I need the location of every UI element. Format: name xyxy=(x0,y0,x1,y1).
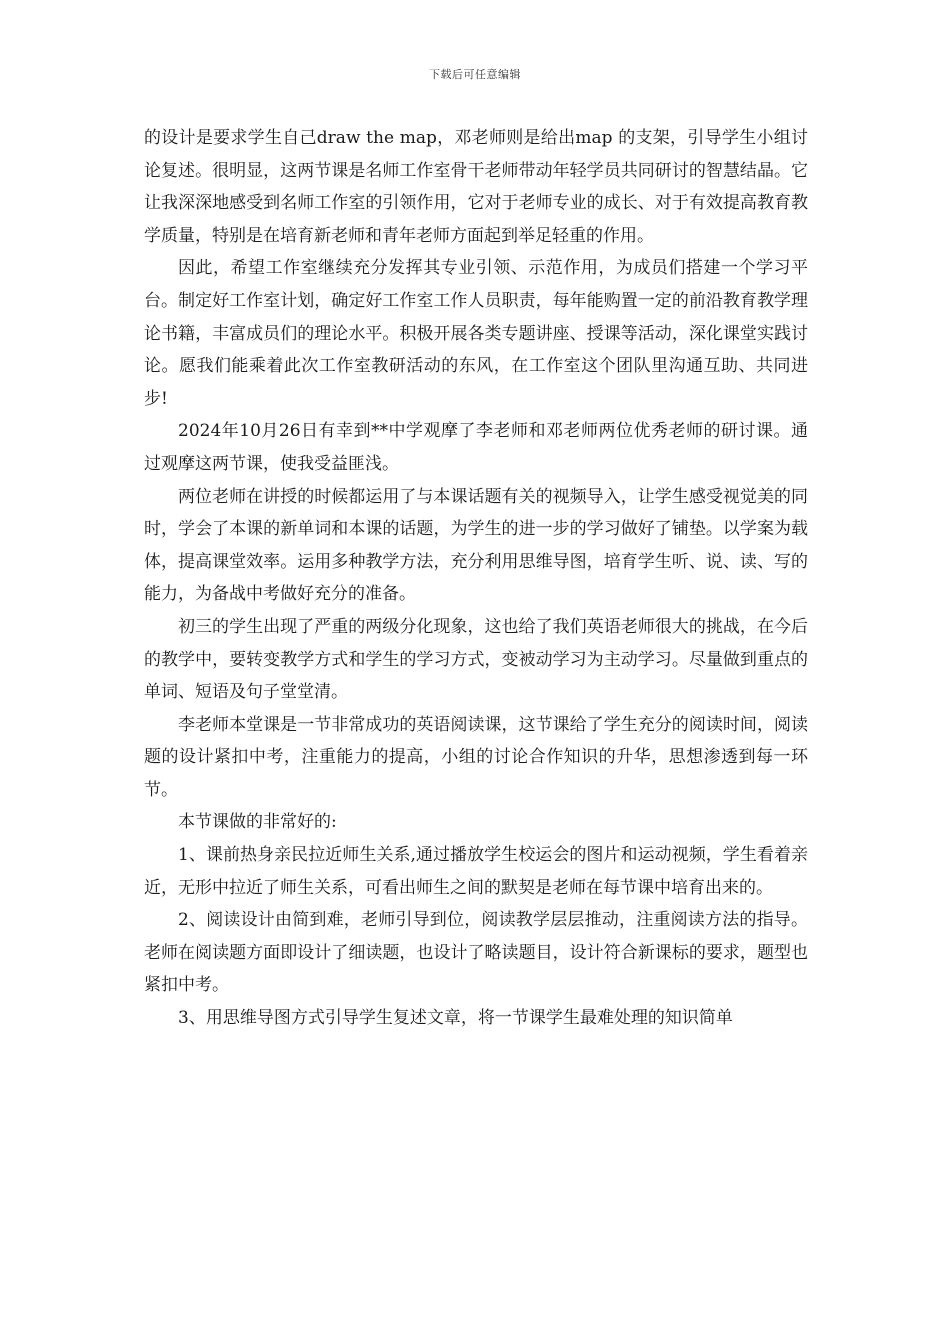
document-body xyxy=(144,122,808,1035)
page-header: 下载后可任意编辑 xyxy=(429,68,521,81)
paragraph-7: 本节课做的非常好的: xyxy=(178,812,337,833)
paragraph-1: 的设计是要求学生自己draw the map，邓老师则是给出map 的支架，引导学生小组讨论复述。很明显，这两节课是名师工作室骨干老师带动年轻学员共同研讨的智慧结晶。它让我深深地感受到名师工作室的引领作用，它对于老师专业的成长、对于有效提高教育教学质量，特别是在培育新老师和青年老师方面起到举足轻重的作用。 xyxy=(144,128,808,246)
paragraph-5: 初三的学生出现了严重的两级分化现象，这也给了我们英语老师很大的挑战，在今后的教学中，要转变教学方式和学生的学习方式，变被动学习为主动学习。尽量做到重点的单词、短语及句子堂堂清。 xyxy=(144,616,808,703)
paragraph-10: 3、用思维导图方式引导学生复述文章，将一节课学生最难处理的知识简单 xyxy=(178,1008,733,1029)
paragraph-4: 两位老师在讲授的时候都运用了与本课话题有关的视频导入，让学生感受视觉美的同时，学会了本课的新单词和本课的话题，为学生的进一步的学习做好了铺垫。以学案为载体，提高课堂效率。运用多种教学方法，充分利用思维导图，培育学生听、说、读、写的能力，为备战中考做好充分的准备。 xyxy=(144,486,808,605)
paragraph-9: 2、阅读设计由简到难，老师引导到位，阅读教学层层推动，注重阅读方法的指导。老师在阅读题方面即设计了细读题，也设计了略读题目，设计符合新课标的要求，题型也紧扣中考。 xyxy=(144,910,808,996)
paragraph-6: 李老师本堂课是一节非常成功的英语阅读课，这节课给了学生充分的阅读时间，阅读题的设计紧扣中考，注重能力的提高，小组的讨论合作知识的升华，思想渗透到每一环节。 xyxy=(144,714,808,800)
paragraph-2: 因此，希望工作室继续充分发挥其专业引领、示范作用，为成员们搭建一个学习平台。制定好工作室计划，确定好工作室工作人员职责，每年能购置一定的前沿教育教学理论书籍，丰富成员们的理论水平。积极开展各类专题讲座、授课等活动，深化课堂实践讨论。愿我们能乘着此次工作室教研活动的东风，在工作室这个团队里沟通互助、共同进步! xyxy=(144,258,808,409)
paragraph-8: 1、课前热身亲民拉近师生关系,通过播放学生校运会的图片和运动视频，学生看着亲近，无形中拉近了师生关系，可看出师生之间的默契是老师在每节课中培育出来的。 xyxy=(144,845,808,898)
paragraph-3: 2024年10月26日有幸到**中学观摩了李老师和邓老师两位优秀老师的研讨课。通过观摩这两节课，使我受益匪浅。 xyxy=(144,421,808,474)
